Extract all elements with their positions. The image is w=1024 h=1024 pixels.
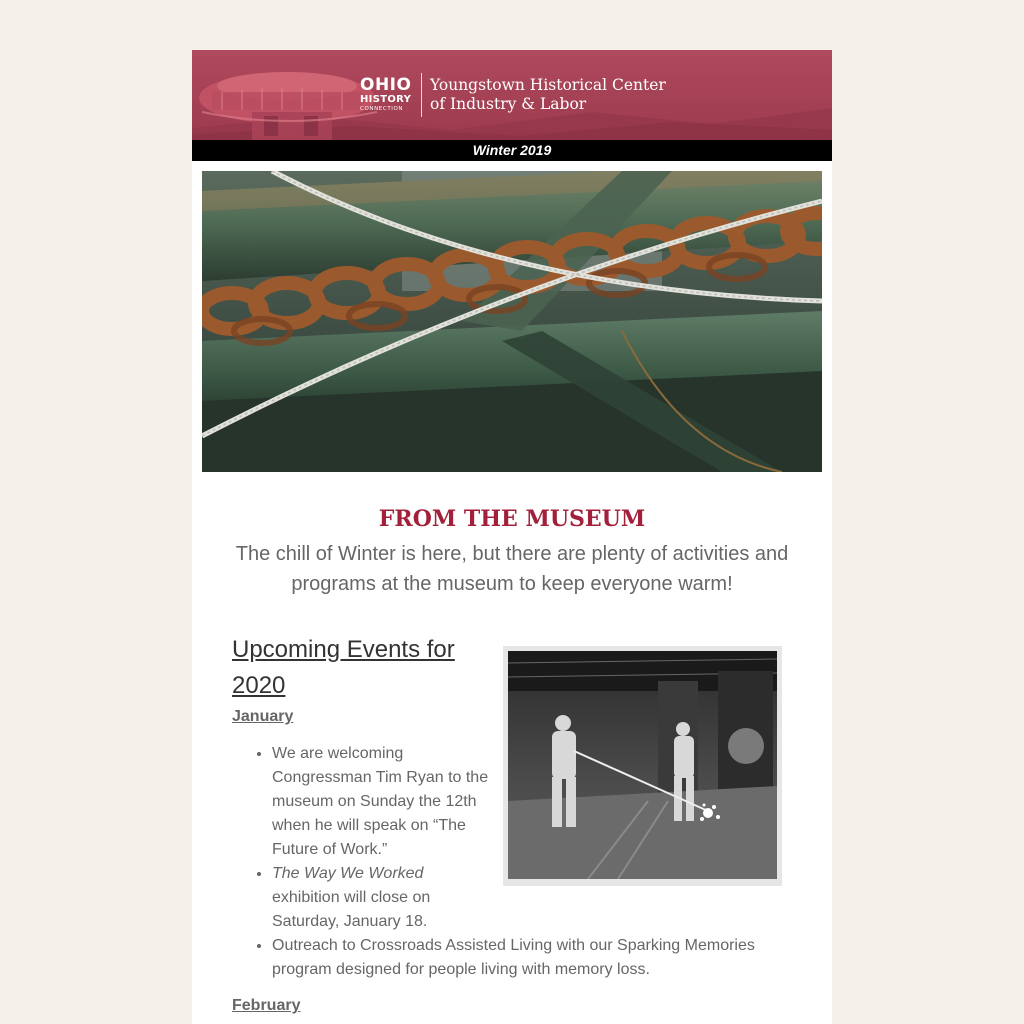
ohio-history-connection-logo — [360, 77, 416, 113]
logo-ohio-text: OHIO — [360, 75, 412, 95]
header-banner — [192, 50, 832, 140]
logo-connection-text: CONNECTION — [360, 106, 404, 112]
logo-history-text: HISTORY — [360, 94, 412, 105]
chains-and-cables-photo — [202, 171, 822, 472]
section-title: FROM THE MUSEUM — [378, 506, 646, 532]
event-text: We are welcoming Congressman Tim Ryan to the museum on Sunday the 12th when he will speak on “The Future of Work.” — [272, 745, 489, 858]
hero-image — [202, 171, 822, 472]
center-name-line2: of Industry & Labor — [430, 95, 587, 113]
event-text: exhibition will close on Saturday, January 18. — [272, 889, 431, 930]
newsletter-email — [192, 50, 832, 1024]
month-january[interactable]: January — [232, 708, 294, 725]
list-item — [272, 742, 492, 862]
list-item — [272, 934, 772, 982]
center-name — [430, 76, 666, 114]
january-events-list — [232, 742, 792, 982]
season-label: Winter 2019 — [192, 140, 832, 161]
month-february[interactable]: February — [232, 997, 301, 1014]
logo-divider — [421, 73, 422, 117]
exhibition-title: The Way We Worked — [272, 865, 424, 882]
center-name-line1: Youngstown Historical Center — [430, 76, 666, 94]
intro-text: The chill of Winter is here, but there are plenty of activities and programs at the museum to keep everyone warm! — [235, 543, 789, 595]
events-heading[interactable]: Upcoming Events for 2020 — [232, 636, 455, 699]
event-text: Outreach to Crossroads Assisted Living with our Sparking Memories program designed for people living with memory loss. — [272, 937, 755, 978]
list-item — [272, 862, 492, 934]
